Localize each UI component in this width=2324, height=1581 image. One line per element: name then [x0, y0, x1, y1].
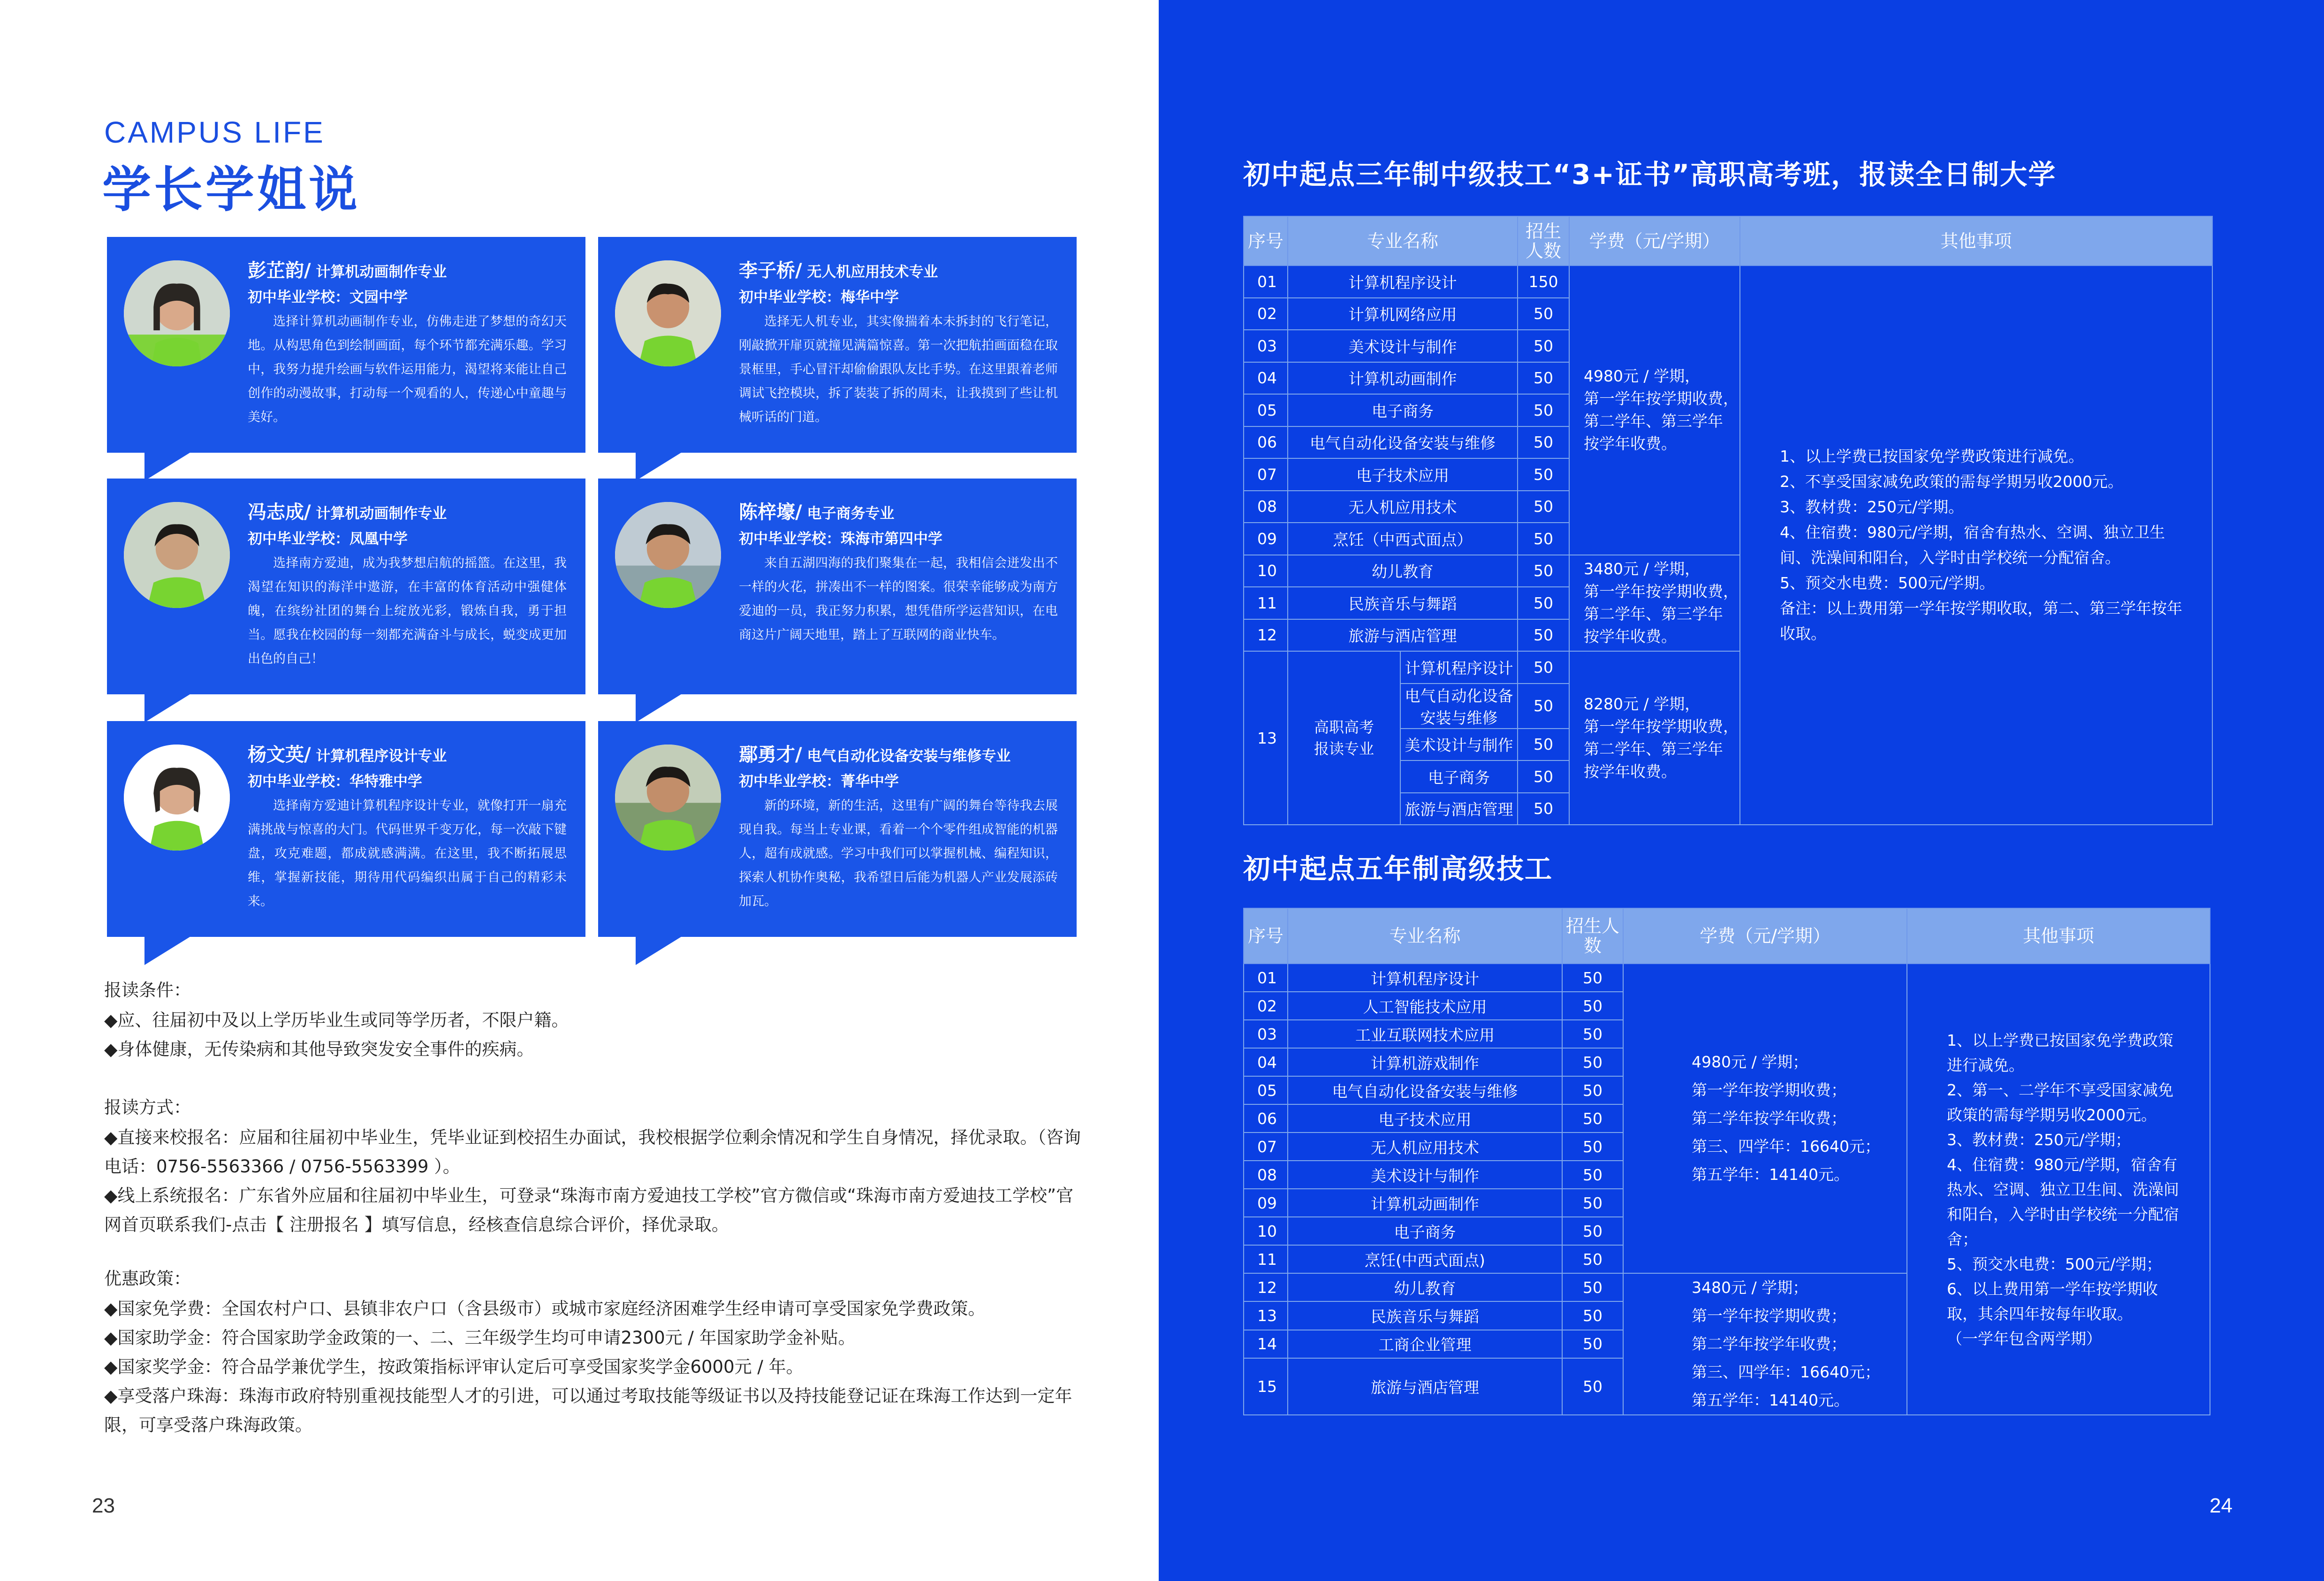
- methods-section: [104, 1093, 1089, 1239]
- note-line: 3、教材费：250元/学期。: [1780, 498, 1964, 516]
- quota: 50: [1518, 491, 1569, 523]
- fee-cell: [1623, 1273, 1907, 1415]
- col-header-notes: 其他事项: [1740, 216, 2212, 266]
- student-major: 电气自动化设备安装与维修专业: [802, 748, 1011, 765]
- row-number: 13: [1244, 651, 1288, 825]
- row-number: 14: [1244, 1330, 1288, 1358]
- notes-cell: [1907, 964, 2210, 1415]
- row-number: 09: [1244, 523, 1288, 555]
- quota: 50: [1562, 992, 1623, 1020]
- page-number-left: 23: [92, 1494, 115, 1517]
- row-number: 04: [1244, 362, 1288, 395]
- quota: 50: [1518, 458, 1569, 491]
- note-line: 4、住宿费：980元/学期，宿舍有热水、空调、独立卫生间、洗澡间和阳台，入学时由学校统一分配宿舍。: [1780, 523, 2165, 567]
- fee-line: 第五学年：14140元。: [1692, 1391, 1849, 1409]
- student-card-1: [107, 237, 585, 453]
- fee-cell: [1569, 266, 1740, 555]
- student-photo: [124, 745, 230, 851]
- fee-table-five-year: [1243, 908, 2210, 1415]
- major-name: 计算机游戏制作: [1288, 1048, 1562, 1076]
- student-card-5: [107, 721, 585, 937]
- major-name: 幼儿教育: [1288, 1273, 1562, 1301]
- col-header-num: 序号: [1244, 216, 1288, 266]
- major-name: 电子技术应用: [1288, 1104, 1562, 1133]
- student-school: 初中毕业学校：凤凰中学: [248, 531, 408, 547]
- student-card-6: [598, 721, 1077, 937]
- fee-line: 第五学年：14140元。: [1692, 1165, 1849, 1184]
- quota: 50: [1518, 330, 1569, 362]
- quota: 50: [1562, 1020, 1623, 1048]
- quota: 50: [1518, 587, 1569, 619]
- fee-line: 按学年收费。: [1584, 434, 1677, 453]
- policies-item: ◆享受落户珠海：珠海市政府特别重视技能型人才的引进，可以通过考取技能等级证书以及持技能登记证在珠海工作达到一定年限，可享受落户珠海政策。: [104, 1386, 1072, 1435]
- note-line: 2、不享受国家减免政策的需每学期另收2000元。: [1780, 472, 2123, 491]
- student-name: 彭芷韵/: [248, 260, 311, 281]
- major-name: 旅游与酒店管理: [1288, 1358, 1562, 1415]
- fee-cell: [1569, 651, 1740, 825]
- quota: 50: [1518, 651, 1569, 684]
- student-school: 初中毕业学校：文园中学: [248, 289, 408, 306]
- student-quote: 来自五湖四海的我们聚集在一起，我相信会迸发出不一样的火花，拼凑出不一样的图案。很荣幸能够成为南方爱迪的一员，我正努力积累，想凭借所学运营知识，在电商这片广阔天地里，踏上了互联网的商业快车。: [739, 556, 1058, 642]
- row-number: 05: [1244, 394, 1288, 426]
- col-header-major: 专业名称: [1288, 908, 1562, 964]
- major-name: 工商企业管理: [1288, 1330, 1562, 1358]
- conditions-item: ◆身体健康，无传染病和其他导致突发安全事件的疾病。: [104, 1039, 534, 1059]
- major-name: 计算机动画制作: [1288, 1189, 1562, 1217]
- student-name: 杨文英/: [248, 744, 311, 766]
- major-name: 电气自动化设备安装与维修: [1288, 426, 1518, 459]
- row-number: 11: [1244, 587, 1288, 619]
- student-quote: 选择南方爱迪，成为我梦想启航的摇篮。在这里，我渴望在知识的海洋中遨游，在丰富的体育活动中强健体魄，在缤纷社团的舞台上绽放光彩，锻炼自我，勇于担当。愿我在校园的每一刻都充满奋斗与成长，蜕变成更加出色的自己！: [248, 556, 567, 666]
- student-major: 电子商务专业: [802, 505, 895, 522]
- quota: 50: [1562, 1217, 1623, 1245]
- student-major: 计算机动画制作专业: [311, 264, 447, 281]
- note-line: （一学年包含两学期）: [1947, 1329, 2102, 1348]
- student-school: 初中毕业学校：珠海市第四中学: [739, 531, 942, 547]
- quota: 50: [1562, 1104, 1623, 1133]
- group-name: 高职高考报读专业: [1288, 651, 1400, 825]
- row-number: 06: [1244, 426, 1288, 459]
- student-name: 鄢勇才/: [739, 744, 802, 766]
- student-school: 初中毕业学校：梅华中学: [739, 289, 899, 306]
- note-line: 2、第一、二学年不享受国家减免政策的需每学期另收2000元。: [1947, 1080, 2173, 1124]
- major-name: 计算机程序设计: [1400, 651, 1518, 684]
- major-name: 电子商务: [1288, 394, 1518, 426]
- row-number: 03: [1244, 1020, 1288, 1048]
- fee-line: 4980元 / 学期；: [1692, 1053, 1808, 1071]
- col-header-fee: 学费（元/学期）: [1623, 908, 1907, 964]
- student-card-4: [598, 479, 1077, 694]
- fee-line: 第三、四学年：16640元；: [1692, 1137, 1880, 1155]
- fee-cell: [1569, 555, 1740, 652]
- fee-line: 按学年收费。: [1584, 627, 1677, 646]
- fee-line: 第一学年按学期收费，: [1584, 582, 1739, 601]
- col-header-quota: 招生人数: [1518, 216, 1569, 266]
- policies-item: ◆国家助学金：符合国家助学金政策的一、二、三年级学生均可申请2300元 / 年国家助学金补贴。: [104, 1328, 856, 1348]
- col-header-quota: 招生人数: [1562, 908, 1623, 964]
- major-name: 电气自动化设备安装与维修: [1400, 684, 1518, 729]
- col-header-num: 序号: [1244, 908, 1288, 964]
- student-photo: [615, 260, 721, 366]
- quota: 50: [1518, 729, 1569, 761]
- major-name: 计算机程序设计: [1288, 964, 1562, 992]
- note-line: 5、预交水电费：500元/学期；: [1947, 1254, 2162, 1273]
- row-number: 01: [1244, 964, 1288, 992]
- quota: 50: [1562, 1189, 1623, 1217]
- quota: 50: [1518, 298, 1569, 330]
- col-header-notes: 其他事项: [1907, 908, 2210, 964]
- methods-item: ◆线上系统报名：广东省外应届和往届初中毕业生，可登录“珠海市南方爱迪技工学校”官方微信或“珠海市南方爱迪技工学校”官网首页联系我们-点击【 注册报名 】填写信息，经核查信息综合评价，择优录取。: [104, 1186, 1074, 1235]
- note-line: 6、以上费用第一学年按学期收取，其余四年按每年收取。: [1947, 1279, 2158, 1323]
- row-number: 09: [1244, 1189, 1288, 1217]
- row-number: 02: [1244, 992, 1288, 1020]
- fee-line: 第一学年按学期收费；: [1692, 1307, 1846, 1325]
- note-line: 4、住宿费：980元/学期，宿舍有热水、空调、独立卫生间、洗澡间和阳台，入学时由学校统一分配宿舍；: [1947, 1155, 2179, 1248]
- methods-item: ◆直接来校报名：应届和往届初中毕业生，凭毕业证到校招生办面试，我校根据学位剩余情况和学生自身情况，择优录取。（咨询电话：0756-5563366 / 0756-5563399 ）。: [104, 1127, 1081, 1177]
- fee-line: 第一学年按学期收费，: [1584, 717, 1739, 736]
- row-number: 12: [1244, 619, 1288, 652]
- note-line: 1、以上学费已按国家免学费政策进行减免。: [1780, 447, 2084, 465]
- major-name: 电子技术应用: [1288, 458, 1518, 491]
- quota: 50: [1562, 1330, 1623, 1358]
- row-number: 08: [1244, 1161, 1288, 1189]
- major-name: 电气自动化设备安装与维修: [1288, 1076, 1562, 1104]
- fee-line: 第二学年按学年收费；: [1692, 1335, 1846, 1353]
- section-title-en: CAMPUS LIFE: [104, 115, 325, 149]
- student-quote: 选择无人机专业，其实像揣着本未拆封的飞行笔记，刚敲掀开扉页就撞见满篇惊喜。第一次把航拍画面稳在取景框里，手心冒汗却偷偷跟队友比手势。在这里跟着老师调试飞控模块，拆了装装了拆的周末，让我摸到了些让机械听话的门道。: [739, 314, 1058, 425]
- student-major: 无人机应用技术专业: [802, 264, 938, 281]
- quota: 50: [1518, 523, 1569, 555]
- fee-line: 第二学年、第三学年: [1584, 605, 1724, 623]
- student-major: 计算机动画制作专业: [311, 505, 447, 522]
- major-name: 美术设计与制作: [1288, 1161, 1562, 1189]
- major-name: 烹饪（中西式面点）: [1288, 523, 1518, 555]
- note-line: 备注：以上费用第一学年按学期收取，第二、第三学年按年收取。: [1780, 599, 2183, 643]
- major-name: 民族音乐与舞蹈: [1288, 1301, 1562, 1330]
- policies-item: ◆国家奖学金：符合品学兼优学生，按政策指标评审认定后可享受国家奖学金6000元 / 年。: [104, 1357, 804, 1377]
- row-number: 12: [1244, 1273, 1288, 1301]
- student-photo: [615, 502, 721, 608]
- page-number-right: 24: [2210, 1494, 2233, 1517]
- policies-section: [104, 1264, 1089, 1440]
- quota: 50: [1518, 555, 1569, 587]
- conditions-section: [104, 976, 1089, 1064]
- quota: 50: [1518, 684, 1569, 729]
- major-name: 旅游与酒店管理: [1400, 793, 1518, 825]
- table1-title: 初中起点三年制中级技工“3+证书”高职高考班，报读全日制大学: [1243, 159, 2057, 190]
- row-number: 03: [1244, 330, 1288, 362]
- major-name: 电子商务: [1400, 760, 1518, 793]
- policies-heading: 优惠政策：: [104, 1269, 191, 1289]
- row-number: 07: [1244, 1133, 1288, 1161]
- major-name: 工业互联网技术应用: [1288, 1020, 1562, 1048]
- major-name: 幼儿教育: [1288, 555, 1518, 587]
- row-number: 06: [1244, 1104, 1288, 1133]
- table-row: [1244, 964, 2210, 992]
- student-quote: 选择计算机动画制作专业，仿佛走进了梦想的奇幻天地。从构思角色到绘制画面，每个环节都充满乐趣。学习中，我努力提升绘画与软件运用能力，渴望将来能让自己创作的动漫故事，打动每一个观看的人，传递心中童趣与美好。: [248, 314, 567, 425]
- right-page: [1159, 0, 2324, 1581]
- major-name: 美术设计与制作: [1288, 330, 1518, 362]
- quota: 50: [1562, 1273, 1623, 1301]
- student-school: 初中毕业学校：华特雅中学: [248, 773, 422, 790]
- conditions-heading: 报读条件：: [104, 980, 191, 1000]
- fee-line: 第三、四学年：16640元；: [1692, 1363, 1880, 1381]
- left-page: [0, 0, 1159, 1581]
- row-number: 10: [1244, 555, 1288, 587]
- fee-cell: [1623, 964, 1907, 1273]
- row-number: 10: [1244, 1217, 1288, 1245]
- note-line: 5、预交水电费：500元/学期。: [1780, 574, 1995, 592]
- quota: 50: [1518, 760, 1569, 793]
- conditions-item: ◆应、往届初中及以上学历毕业生或同等学历者，不限户籍。: [104, 1010, 569, 1030]
- major-name: 电子商务: [1288, 1217, 1562, 1245]
- student-major: 计算机程序设计专业: [311, 748, 447, 765]
- row-number: 13: [1244, 1301, 1288, 1330]
- student-school: 初中毕业学校：菁华中学: [739, 773, 899, 790]
- row-number: 08: [1244, 491, 1288, 523]
- section-title-zh: 学长学姐说: [102, 161, 361, 218]
- table2-title: 初中起点五年制高级技工: [1243, 853, 1553, 885]
- methods-heading: 报读方式：: [104, 1097, 191, 1117]
- note-line: 3、教材费：250元/学期；: [1947, 1130, 2131, 1149]
- row-number: 04: [1244, 1048, 1288, 1076]
- major-name: 无人机应用技术: [1288, 1133, 1562, 1161]
- notes-cell: [1740, 266, 2212, 825]
- quota: 50: [1518, 793, 1569, 825]
- major-name: 计算机网络应用: [1288, 298, 1518, 330]
- fee-table-three-year: [1243, 216, 2213, 825]
- fee-line: 3480元 / 学期；: [1692, 1278, 1808, 1297]
- row-number: 11: [1244, 1245, 1288, 1273]
- row-number: 07: [1244, 458, 1288, 491]
- student-name: 陈梓壕/: [739, 502, 802, 523]
- quota: 50: [1562, 1133, 1623, 1161]
- note-line: 1、以上学费已按国家免学费政策进行减免。: [1947, 1031, 2173, 1074]
- student-quote: 新的环境，新的生活，这里有广阔的舞台等待我去展现自我。每当上专业课，看着一个个零件组成智能的机器人，超有成就感。学习中我们可以掌握机械、编程知识，探索人机协作奥秘，我希望日后能为机器人产业发展添砖加瓦。: [739, 798, 1058, 909]
- quota: 50: [1562, 1245, 1623, 1273]
- quota: 150: [1518, 266, 1569, 298]
- quota: 50: [1562, 964, 1623, 992]
- student-card-3: [107, 479, 585, 694]
- fee-line: 第二学年、第三学年: [1584, 740, 1724, 758]
- quota: 50: [1518, 362, 1569, 395]
- fee-line: 3480元 / 学期，: [1584, 560, 1701, 578]
- major-name: 人工智能技术应用: [1288, 992, 1562, 1020]
- quota: 50: [1518, 426, 1569, 459]
- fee-line: 4980元 / 学期，: [1584, 367, 1701, 386]
- major-name: 无人机应用技术: [1288, 491, 1518, 523]
- fee-line: 第一学年按学期收费，: [1584, 389, 1739, 408]
- major-name: 计算机动画制作: [1288, 362, 1518, 395]
- col-header-major: 专业名称: [1288, 216, 1518, 266]
- major-name: 旅游与酒店管理: [1288, 619, 1518, 652]
- row-number: 01: [1244, 266, 1288, 298]
- fee-line: 第二学年按学年收费；: [1692, 1109, 1846, 1127]
- quota: 50: [1518, 619, 1569, 652]
- student-photo: [124, 260, 230, 366]
- major-name: 美术设计与制作: [1400, 729, 1518, 761]
- student-card-2: [598, 237, 1077, 453]
- table-row: [1244, 266, 2212, 298]
- fee-line: 第一学年按学期收费；: [1692, 1081, 1846, 1099]
- student-quote: 选择南方爱迪计算机程序设计专业，就像打开一扇充满挑战与惊喜的大门。代码世界千变万化，每一次敲下键盘，攻克难题，都成就感满满。在这里，我不断拓展思维，掌握新技能，期待用代码编织出属于自己的精彩未来。: [248, 798, 567, 909]
- quota: 50: [1562, 1076, 1623, 1104]
- student-name: 李子桥/: [739, 260, 802, 281]
- quota: 50: [1562, 1358, 1623, 1415]
- policies-item: ◆国家免学费：全国农村户口、县镇非农户口（含县级市）或城市家庭经济困难学生经申请可享受国家免学费政策。: [104, 1299, 986, 1319]
- row-number: 02: [1244, 298, 1288, 330]
- student-name: 冯志成/: [248, 502, 311, 523]
- major-name: 民族音乐与舞蹈: [1288, 587, 1518, 619]
- fee-line: 第二学年、第三学年: [1584, 412, 1724, 431]
- quota: 50: [1562, 1161, 1623, 1189]
- major-name: 烹饪(中西式面点): [1288, 1245, 1562, 1273]
- row-number: 05: [1244, 1076, 1288, 1104]
- student-photo: [124, 502, 230, 608]
- row-number: 15: [1244, 1358, 1288, 1415]
- quota: 50: [1518, 394, 1569, 426]
- quota: 50: [1562, 1301, 1623, 1330]
- major-name: 计算机程序设计: [1288, 266, 1518, 298]
- fee-line: 8280元 / 学期，: [1584, 695, 1701, 713]
- quota: 50: [1562, 1048, 1623, 1076]
- student-photo: [615, 745, 721, 851]
- col-header-fee: 学费（元/学期）: [1569, 216, 1740, 266]
- fee-line: 按学年收费。: [1584, 762, 1677, 781]
